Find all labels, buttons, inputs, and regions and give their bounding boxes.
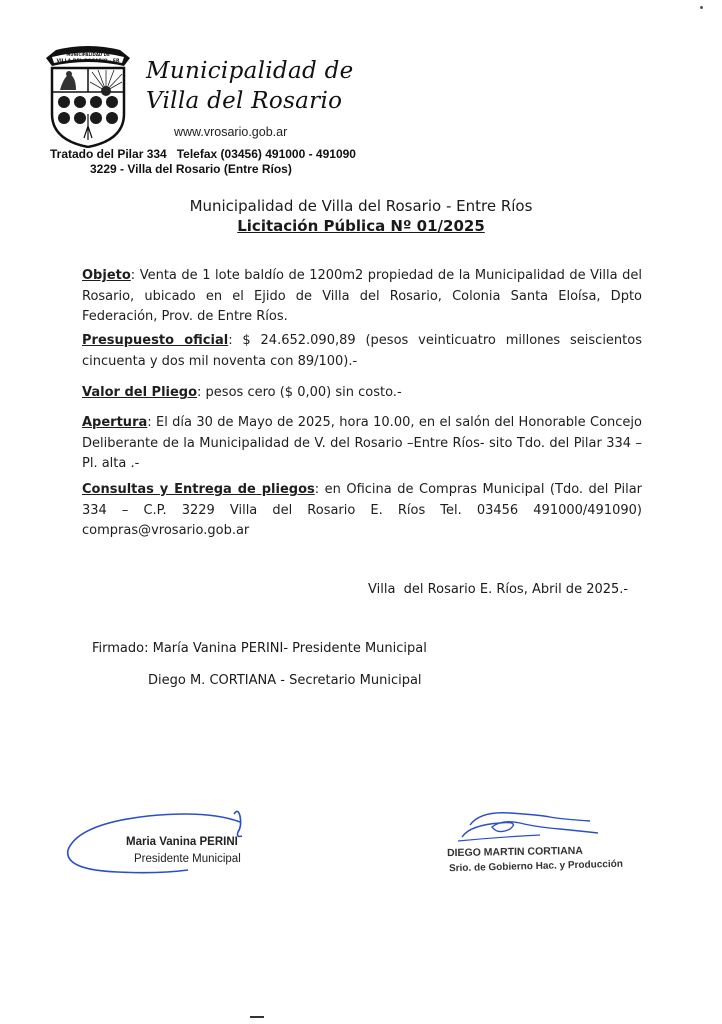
- signature-block-1-role: Presidente Municipal: [134, 853, 241, 865]
- signed-line2: Diego M. CORTIANA - Secretario Municipal: [148, 673, 422, 688]
- document-heading: Municipalidad de Villa del Rosario - Entre Ríos: [189, 197, 533, 215]
- signature-cortiana-icon: [440, 805, 600, 850]
- letterhead-website: www.vrosario.gob.ar: [174, 125, 288, 139]
- letterhead-address-line2: 3229 - Villa del Rosario (Entre Ríos): [90, 162, 292, 176]
- scan-speck: [700, 6, 703, 9]
- scan-mark: [250, 1016, 264, 1018]
- section-text: : $ 24.652.090,89 (pesos veinticuatro millones seiscientos cincuenta y dos mil noventa con 89/100).-: [82, 333, 642, 369]
- section-label: Objeto: [82, 268, 131, 283]
- signature-block-1-name: Maria Vanina PERINI: [126, 836, 238, 848]
- crest-banner-top-text: MUNICIPALIDAD DE: [66, 52, 110, 57]
- section-label: Apertura: [82, 415, 148, 430]
- section-presupuesto: [82, 331, 642, 372]
- municipal-crest-logo: [42, 44, 134, 148]
- tender-title: [0, 217, 722, 235]
- section-text: : en Oficina de Compras Municipal (Tdo. del Pilar 334 – C.P. 3229 Villa del Rosario E. Ríos Tel. 03456 491000/491090) compras@vrosario.gob.ar: [82, 482, 643, 538]
- signed-line1: Firmado: María Vanina PERINI- Presidente Municipal: [92, 641, 427, 656]
- section-text: : Venta de 1 lote baldío de 1200m2 propiedad de la Municipalidad de Villa del Rosario, ubicado en el Ejido de Villa del Rosario, Colonia Santa Eloísa, Dpto Federación, Prov. de Entre Ríos.: [82, 268, 642, 324]
- section-label: Presupuesto oficial: [82, 333, 229, 348]
- crest-banner-bottom-text: VILLA DEL ROSARIO - ER: [56, 59, 120, 64]
- section-valor-pliego: [82, 383, 642, 404]
- section-text: : pesos cero ($ 0,00) sin costo.-: [197, 385, 402, 400]
- section-consultas: [82, 480, 642, 542]
- section-label: Consultas y Entrega de pliegos: [82, 482, 315, 497]
- tender-title-text: Licitación Pública Nº 01/2025: [237, 217, 485, 235]
- section-apertura: [82, 413, 642, 475]
- signature-block-2-role: Srio. de Gobierno Hac. y Producción: [448, 858, 624, 875]
- section-objeto: [82, 266, 642, 328]
- city-date: Villa del Rosario E. Ríos, Abril de 2025.-: [368, 582, 629, 597]
- signature-block-2-name: DIEGO MARTIN CORTIANA: [446, 844, 584, 860]
- section-label: Valor del Pliego: [82, 385, 198, 400]
- letterhead-address-line1: Tratado del Pilar 334 Telefax (03456) 491000 - 491090: [50, 147, 356, 161]
- letterhead-title-line2: Villa del Rosario: [146, 88, 343, 114]
- letterhead-title-line1: Municipalidad de: [146, 58, 354, 84]
- section-text: : El día 30 de Mayo de 2025, hora 10.00, en el salón del Honorable Concejo Deliberante de la Municipalidad de V. del Rosario –Entre Ríos- sito Tdo. del Pilar 334 – Pl. alta .-: [82, 415, 642, 471]
